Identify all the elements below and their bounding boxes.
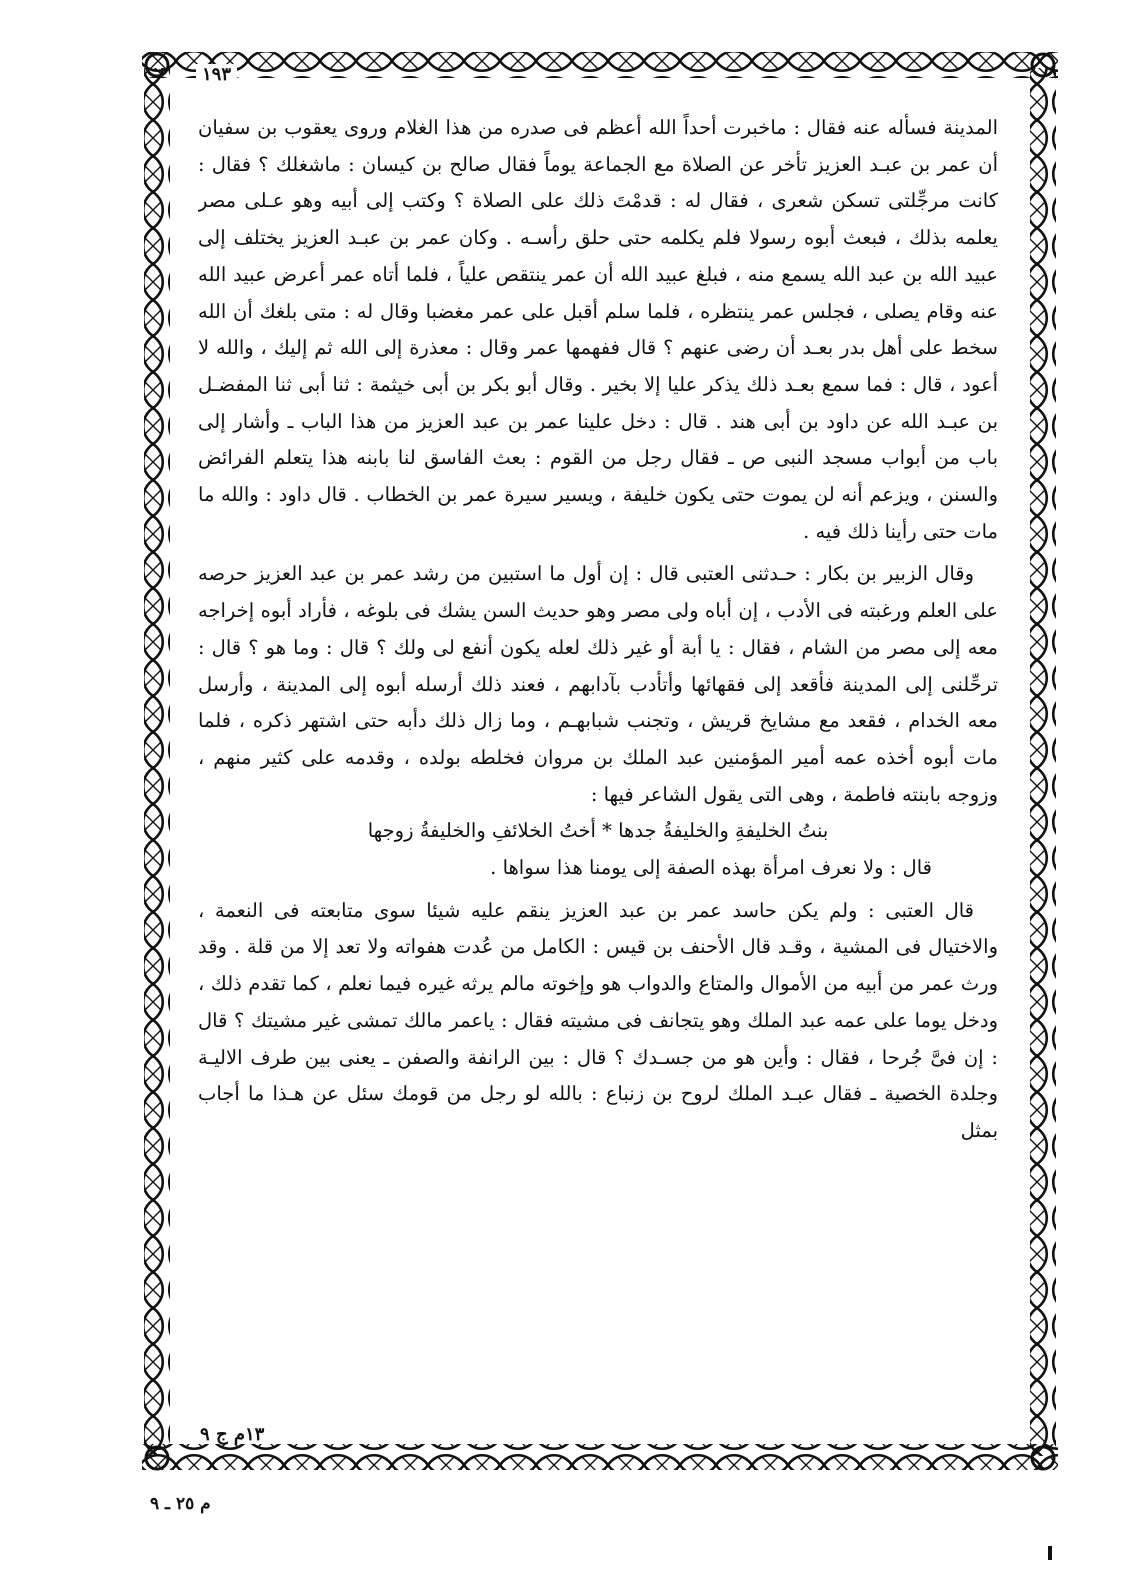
paragraph-2: وقال الزبير بن بكار : حـدثنى العتبى قال : إن أول ما استبين من رشد عمر بن عبد العزيز حرصه على العلم ورغبته فى الأدب ، إن أباه ولى مصر وهو حديث السن يشك فى بلوغه ، فأراد أبوه إخراجه معه إلى مصر من الشام ، فقال : يا أبة أو غير ذلك لعله يكون أنفع لى ولك ؟ قال : وما هو ؟ قال : ترحِّلنى إلى المدينة فأقعد إلى فقهائها وأتأدب بآدابهم ، فعند ذلك أرسله أبوه إلى المدينة ، وأرسل معه الخدام ، فقعد مع مشايخ قريش ، وتجنب شبابهـم ، وما زال ذلك دأبه حتى اشتهر ذكره ، فلما مات أبوه أخذه عمه أمير المؤمنين عبد الملك بن مروان فخلطه بولده ، وقدمه على كثير منهم ، وزوجه بابنته فاطمة ، وهى التى يقول الشاعر فيها : bbox=[198, 562, 998, 806]
paragraph-3: قال العتبى : ولم يكن حاسد عمر بن عبد العزيز ينقم عليه شيئا سوى متابعته فى النعمة ، والاختيال فى المشية ، وقـد قال الأحنف بن قيس : الكامل من عُدت هفواته ولا تعد إلا من قلة . وقد ورث عمر من أبيه من الأموال والمتاع والدواب هو وإخوته مالم يرثه غيره فيما نعلم ، كما تقدم ذلك ، ودخل يوما على عمه عبد الملك وهو يتجانف فى مشيته فقال : ياعمر مالك تمشى غير مشيتك ؟ قال : إن فىَّ جُرحا ، فقال : وأين هو من جسـدك ؟ قال : بين الرانفة والصفن ـ يعنى بين طرف الاليـة وجلدة الخصية ـ فقال عبـد الملك لروح بن زنباع : بالله لو رجل من قومك سئل عن هـذا ما أجاب بمثل bbox=[198, 898, 998, 1142]
paragraph-1: المدينة فسأله عنه فقال : ماخبرت أحداً الله أعظم فى صدره من هذا الغلام وروى يعقوب بن سفيان أن عمر بن عبـد العزيز تأخر عن الصلاة مع الجماعة يوماً فقال صالح بن كيسان : ماشغلك ؟ فقال : كانت مرجِّلتى تسكن شعرى ، فقال له : قدمْتَ ذلك على الصلاة ؟ وكتب إلى أبيه وهو عـلى مصر يعلمه بذلك ، فبعث أبوه رسولا فلم يكلمه حتى حلق رأسـه . وكان عمر بن عبـد العزيز يختلف إلى عبيد الله بن عبد الله يسمع منه ، فبلغ عبيد الله أن عمر ينتقص علياً ، فلما أتاه عمر أعرض عبيد الله عنه وقام يصلى ، فجلس عمر ينتظره ، فلما سلم أقبل على عمر مغضبا وقال له : متى بلغك أن الله سخط على أهل بدر بعـد أن رضى عنهم ؟ قال ففهمها عمر وقال : معذرة إلى الله ثم إليك ، والله لا أعود ، قال : فما سمع بعـد ذلك يذكر عليا إلا بخير . وقال أبو بكر بن أبى خيثمة : ثنا أبى ثنا المفضـل بن عبـد الله عن داود بن أبى هند . قال : دخل علينا عمر بن عبد العزيز من هذا الباب ـ وأشار إلى باب من أبواب مسجد النبى ص ـ فقال رجل من القوم : بعث الفاسق لنا بابنه هذا يتعلم الفرائض والسنن ، ويزعم أنه لن يموت حتى يكون خليفة ، ويسير سيرة عمر بن الخطاب . قال داود : والله ما مات حتى رأينا ذلك فيه . bbox=[198, 116, 998, 543]
after-verse-line: قال : ولا نعرف امرأة بهذه الصفة إلى يومنا هذا سواها . bbox=[490, 856, 932, 880]
page-number: ١٩٣ bbox=[196, 64, 237, 85]
bottom-mark: م ٢٥ ـ ٩ bbox=[150, 1494, 211, 1514]
corner-tick bbox=[1048, 1546, 1052, 1560]
body-text bbox=[198, 110, 998, 1400]
verse-line: بنتُ الخليفةِ والخليفةُ جدها * أختُ الخلائفِ والخليفةُ زوجها bbox=[367, 819, 829, 843]
signature-mark: ١٣م ج ٩ bbox=[200, 1424, 265, 1445]
